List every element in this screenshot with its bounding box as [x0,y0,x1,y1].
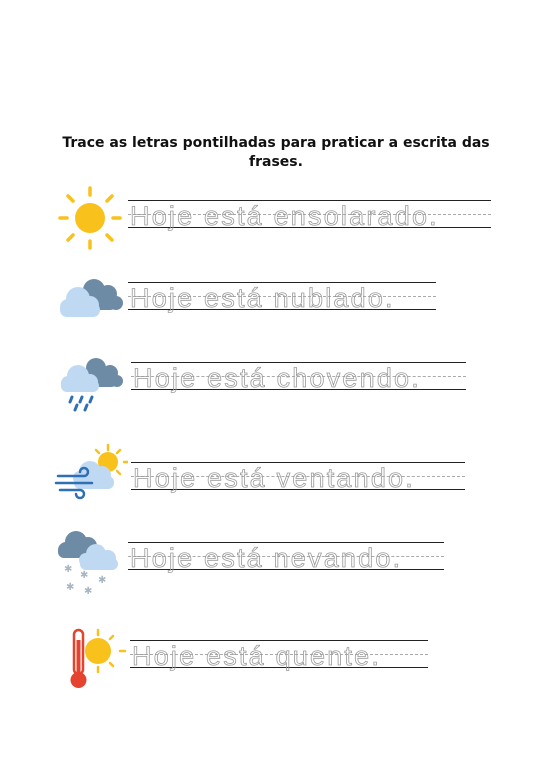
snow-icon [54,528,128,602]
instruction-text: Trace as letras pontilhadas para praticar a escrita das frases. [62,135,490,170]
cloudy-icon [54,270,128,344]
svg-text:✱: ✱ [84,586,93,597]
tracing-lines [128,542,444,572]
hot-thermometer-icon [54,626,128,700]
tracing-lines [128,200,491,230]
tracing-lines [131,462,465,492]
sun-icon [54,186,128,260]
trace-sentence[interactable]: Hoje está chovendo. [133,363,421,393]
trace-sentence[interactable]: Hoje está ventando. [133,463,415,493]
svg-text:✱: ✱ [64,564,73,575]
tracing-lines [130,640,428,670]
wind-icon [54,440,128,514]
trace-sentence[interactable]: Hoje está nevando. [130,543,403,573]
svg-text:✱: ✱ [80,570,89,581]
svg-text:✱: ✱ [66,582,75,593]
trace-sentence[interactable]: Hoje está quente. [132,641,382,671]
tracing-lines [128,282,436,312]
rain-icon [54,352,128,426]
trace-sentence[interactable]: Hoje está nublado. [130,283,395,313]
tracing-lines [131,362,466,392]
svg-text:✱: ✱ [98,575,107,586]
trace-sentence[interactable]: Hoje está ensolarado. [130,201,439,231]
